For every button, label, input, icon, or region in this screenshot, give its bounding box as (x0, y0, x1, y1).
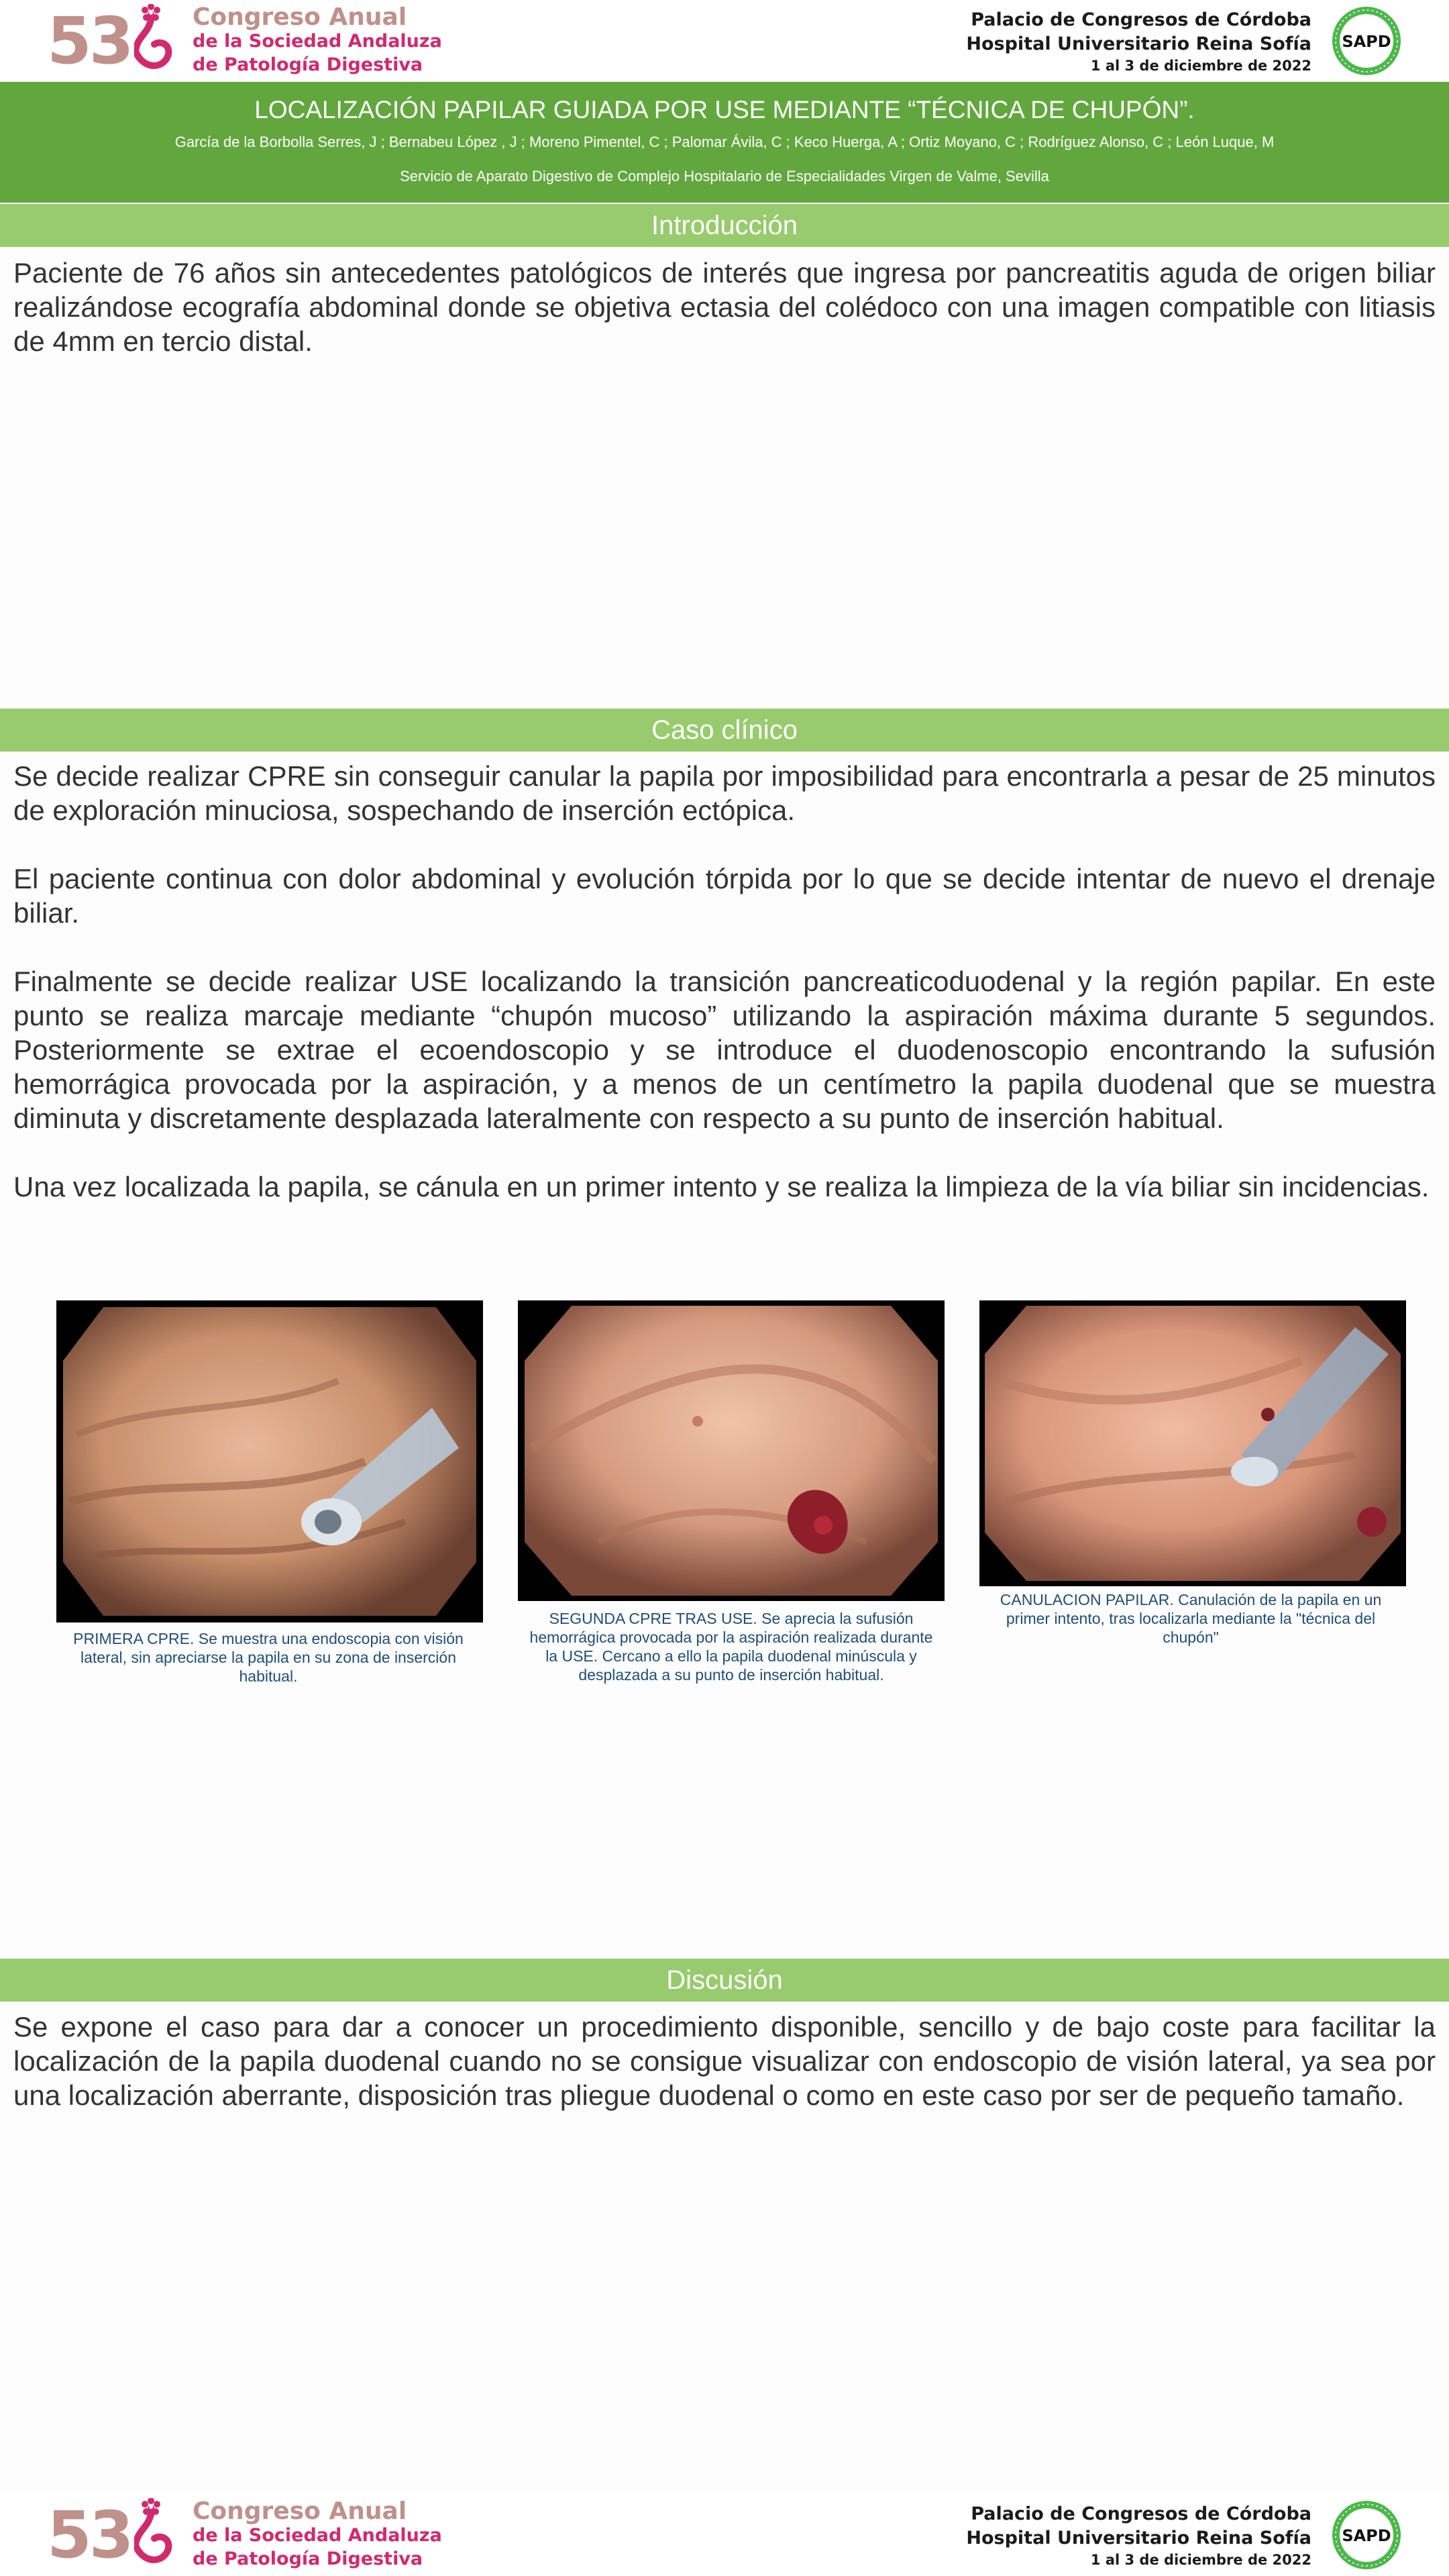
figure-2-caption: SEGUNDA CPRE TRAS USE. Se aprecia la sufusión hemorrágica provocada por la aspiración realizada durante la USE. Cercano a ello la papila duodenal minúscula y desplazada a su punto de inserción habitual. (529, 1610, 933, 1684)
sapd-badge-icon (1331, 5, 1402, 76)
badge-label: SAPD (1342, 32, 1391, 51)
event-dates: 1 al 3 de diciembre de 2022 (1090, 2552, 1311, 2568)
logo-title: Congreso Anual (193, 2497, 407, 2525)
logo-number: 53 (47, 3, 131, 79)
case-paragraph-2: El paciente continua con dolor abdominal y evolución tórpida por lo que se decide intentar de nuevo el drenaje biliar. (13, 863, 1436, 929)
venue-name: Palacio de Congresos de Córdoba (971, 9, 1311, 30)
logo-subtitle-2: de Patología Digestiva (193, 54, 423, 75)
badge-label: SAPD (1342, 2526, 1391, 2545)
figure-3-caption: CANULACION PAPILAR. Canulación de la papila en un primer intento, tras localizarla mediante la "técnica del chupón" (1000, 1591, 1382, 1646)
poster-footer (0, 2494, 1449, 2576)
intro-text: Paciente de 76 años sin antecedentes patológicos de interés que ingresa por pancreatitis aguda de origen biliar realizándose ecografía abdominal donde se objetiva ectasia del colédoco con una imagen compatible con litiasis de 4mm en tercio distal. (13, 257, 1436, 357)
hospital-name: Hospital Universitario Reina Sofía (966, 34, 1311, 54)
author-list: García de la Borbolla Serres, J ; Bernabeu López , J ; Moreno Pimentel, C ; Palomar Ávila, C ; Keco Huerga, A ; Ortiz Moyano, C ; Rodríguez Alonso, C ; León Luque, M (174, 134, 1275, 150)
congress-logo-footer (47, 2498, 449, 2572)
poster-title: LOCALIZACIÓN PAPILAR GUIADA POR USE MEDIANTE “TÉCNICA DE CHUPÓN”. (254, 96, 1195, 123)
logo-subtitle-1: de la Sociedad Andaluza (193, 2525, 442, 2546)
figure-1-caption: PRIMERA CPRE. Se muestra una endoscopia con visión lateral, sin apreciarse la papila en su zona de inserción habitual. (73, 1630, 464, 1685)
case-paragraph-1: Se decide realizar CPRE sin conseguir canular la papila por imposibilidad para encontrarla a pesar de 25 minutos de exploración minuciosa, sospechando de inserción ectópica. (13, 760, 1436, 826)
logo-title: Congreso Anual (193, 3, 407, 31)
affiliation: Servicio de Aparato Digestivo de Complejo Hospitalario de Especialidades Virgen de Valme, Sevilla (400, 168, 1049, 185)
discussion-text: Se expone el caso para dar a conocer un procedimiento disponible, sencillo y de bajo coste para facilitar la localización de la papila duodenal cuando no se consigue visualizar con endoscopio de visión lateral, ya sea por una localización aberrante, disposición tras pliegue duodenal o como en este caso por ser de pequeño tamaño. (13, 2011, 1436, 2111)
case-paragraph-4: Una vez localizada la papila, se cánula en un primer intento y se realiza la limpieza de la vía biliar sin incidencias. (13, 1171, 1430, 1202)
section-heading-intro: Introducción (0, 204, 1449, 247)
venue-name: Palacio de Congresos de Córdoba (971, 2504, 1311, 2524)
section-heading-discussion: Discusión (0, 1959, 1449, 2002)
endoscopy-image-1 (56, 1300, 483, 1622)
logo-subtitle-1: de la Sociedad Andaluza (193, 31, 442, 52)
section-heading-case: Caso clínico (0, 709, 1449, 752)
sapd-badge-icon (1331, 2500, 1402, 2571)
venue-info (966, 8, 1311, 75)
case-paragraph-3: Finalmente se decide realizar USE localizando la transición pancreaticoduodenal y la región papilar. En este punto se realiza marcaje mediante “chupón mucoso” utilizando la aspiración máxima durante 5 segundos. Posteriormente se extrae el ecoendoscopio y se introduce el duodenoscopio encontrando la sufusión hemorrágica provocada por la aspiración, y a menos de un centímetro la papila duodenal que se muestra diminuta y discretamente desplazada lateralmente con respecto a su punto de inserción habitual. (13, 966, 1436, 1134)
endoscopy-image-2 (518, 1300, 945, 1601)
endoscopy-image-3 (979, 1300, 1406, 1586)
poster-header (0, 0, 1449, 82)
hospital-name: Hospital Universitario Reina Sofía (966, 2528, 1311, 2548)
title-band (0, 82, 1449, 203)
venue-info-footer (966, 2502, 1311, 2569)
congress-logo (47, 4, 449, 78)
event-dates: 1 al 3 de diciembre de 2022 (1090, 58, 1311, 74)
logo-number: 53 (47, 2497, 131, 2573)
logo-subtitle-2: de Patología Digestiva (193, 2548, 423, 2569)
